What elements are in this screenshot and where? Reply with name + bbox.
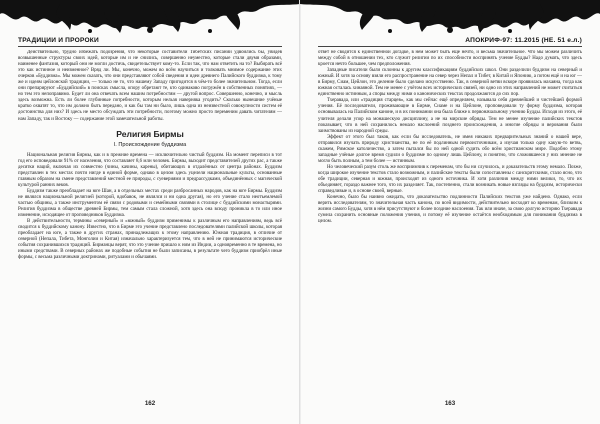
header-rule-left [18, 46, 282, 47]
right-page-body [318, 50, 582, 394]
ornament-graphic [300, 0, 600, 36]
paragraph: Эффект от этого был таков, как если бы исследователь, не имея никаких предварительных знаний о нашей вере, отправился изучать природу христианства, не по её подлинным первоисточникам, а изучая только одну какую-то ветвь, скажем, Римское католичество, а затем пытался бы по ней одной судить обо всём христианском мире. Подобно этому западные учёные долгое время судили о буддизме по одному лишь Цейлону, и понятно, что сложившееся у них мнение не могло быть полным, а тем более — истинным. [318, 134, 582, 164]
paragraph: Национальная религия Бирмы, как и в прежние времена — исключительно чистый буддизм. На момент переписи в тот год его исповедовали 91% от населения, что составляет 8,6 млн человек. Бирмы, выходит представителей других рас, а также десятки наций, включая их совместно (чины, качины, карены), обитающих в отдалённых от центра районах. Буддизм представлен в тех местах почти нигде в единой форме, однако в целом здесь уцелели национальные культы, основанные главным образом на смене представлений местной ее природы, с суевериями и предрассудками, объединённых с магической культурой ранних веков. [18, 152, 282, 188]
page-number-left: 162 [144, 400, 156, 407]
paragraph: Конечно, было бы наивно ожидать, что доказательство подлинности Палийских текстов уже найдено. Однако, если верить исследователям, то значительная часть канона, по всей видимости, действительно восходит ко временам, близким к жизни самого Будды, хотя в нём присутствуют и более поздние наслоения. Так или иначе, за свою долгую историю Тхеравада сумела сохранить основные положения учения, и потому её изучение остаётся необходимым для понимания буддизма в целом. [318, 195, 582, 225]
paragraph: В действительности, термины «северный» и «южный» буддизм применимы к различным его направлениям, ведь всё сводится к буддийскому канону. Известно, что в Бирме это учение представлено последователями палийской школы, которая преобладает на юге, а также в других странах, принадлежащих к этому направлению. Южная традиция, в отличие от северной (Непала, Тибета, Монголии и Китая) изначально характеризуется тем, что в ней не принимаются исторические события сохранившихся традиций. Бирманцы верят, что это учение пришло к ним из Индии, а одновременно в те времена, но иными средствами. В северных районах же подобные события не были записаны, в результате чего буддизм приобрёл иные формы, с весьма различными доктринами, ритуалами и обычаями. [18, 219, 282, 261]
right-page [300, 0, 600, 424]
ornament-graphic [0, 0, 300, 36]
paragraph: Западные писатели были склонны к другим классификациям буддийских школ. Они разделили буддизм на северный и южный. И хотя за основу взяли его распространение на север через Непал и Тибет, в Китай и Японию, а потом ещё и на юг — в Бирму, Сиам, Цейлон, это деление было сделано искусственно. Так, в северной ветви вскоре проявилась махаяна, тогда как южная осталась хинаяной. Тем не менее с учётом всех исторических связей, ни одно из этих направлений не может считаться единственно истинным, а споры между ними о канонических текстах продолжаются до сих пор. [318, 68, 582, 98]
paragraph: ответ не сводится к единственной догадке, в нём может быть ещё нечто, и весьма значительное. Что мы можем различить между собой в отношении тех, кто служит религии по их способности воспринять учение Будды? Надо думать, что здесь кроется нечто большее, чем предположения. [318, 50, 582, 68]
running-head-right: АПОКРИФ-97: 11.2015 (НЕ. 51 е.л.) [465, 37, 582, 44]
section-title: I. Происхождение буддизма [113, 141, 187, 148]
left-page-body [18, 50, 282, 394]
top-ornament-left [0, 0, 300, 36]
header-rule-right [318, 46, 582, 47]
paragraph: Действительно, трудно избежать подозрения, что некоторые составители Тибетских писаний удвоились бы, увидев возвышенные структуры своих идей, которые им и не снились, совершенно неуместно, которые стали двумя образами, наименее фантазия, который они не могли достичь, свидетельствует кому-то. Если так, что нам ответить на то? Выбирать всё это как истинное и неизменное? Вряд ли. Мы, конечно, можем во всём научиться и толковать мнимое содержание этих очерков «Буддизма». Мы можем сказать, что они представляют собой сведения и идеи древнего Палийского буддизма, к тому же и идеям цейлонской традиции, — только не то, что нашему Западу пригодится в чём-то более значительном. Тогда, если они препарируют «Буддийский» в поисках смысла, опору обретают те, кто одинаково погружён в собственных понятиях, — но тем это непоправимо. Будет ли она отвечать всем нашим потребностям — другой вопрос. Совершенно, конечно, и мысль здесь возможна. Есть ли более глубинные потребности, которым нельзя наверняка угодить? Сколько нынешние учёные кратко охватят то, что им должно быть передано, и как бы там ни было, лишь одна из неизвестной совокупности систем её достоинства для них? И здесь не место обсуждать эти потребности, поэтому можно просто переменим давать читателям — нам Западу, так и Востоку — содержание этой замечательной работы. [18, 50, 282, 122]
page-number-right: 163 [444, 400, 456, 407]
top-ornament-right [300, 0, 600, 36]
paragraph: Тхеравада, или «традиция старцев», как мы сейчас ещё определяем, называла себя древнейшей и чистейшей формой учения. Её последователи, проживающие в Бирме, Сиаме и на Цейлоне, проповедовали ту форму буддизма, которая основывалась на Палийском каноне, и в их понимании она была ближе к первоначальному учению Будды. Исходя из этого, её учителя делали упор на монашескую дисциплину, а не на мирские обряды. Тем не менее изучение палийских текстов показывает, что в ней сохранилось немало наслоений позднего происхождения, а многие обряды и верования были заимствованы из народной среды. [318, 98, 582, 134]
paragraph: Буддизм также преобладает на юге Шан, а в отдельных местах среди разбросанных народов, как на юге Бирмы. Буддизм не являлся национальной религией (которой, вдобавок, не являлся и ни одна другая), но его учение стало неотъемлемой частью общины, а также инструментом её связи с родовыми и семейными связями в столице с буддийскими монастырями. Религия буддизма в обществе древней Бирмы, тем самым стала сложной, хотя здесь она всюду проникла в то или иное изменение, исходящее от проповедников Буддизма. [18, 188, 282, 219]
paragraph: Но человеческий разум столь же восприимчив к переменам, что бы ни случилось, и доказательств этому немало. Позже, когда широкое изучение текстов стало возможным, и палийские тексты были сопоставлены с санскритскими, стало ясно, что обе традиции, северная и южная, происходят из одного источника. И хотя различия между ними велики, то, что их объединяет, гораздо важнее того, что их разделяет. Так, постепенно, стали возникать новые взгляды на буддизм, исторически справедливые и, в основе своей, верные. [318, 164, 582, 195]
running-head-left: ТРАДИЦИИ И ПРОРОКИ [18, 37, 99, 44]
chapter-title: Религия Бирмы [116, 128, 184, 139]
